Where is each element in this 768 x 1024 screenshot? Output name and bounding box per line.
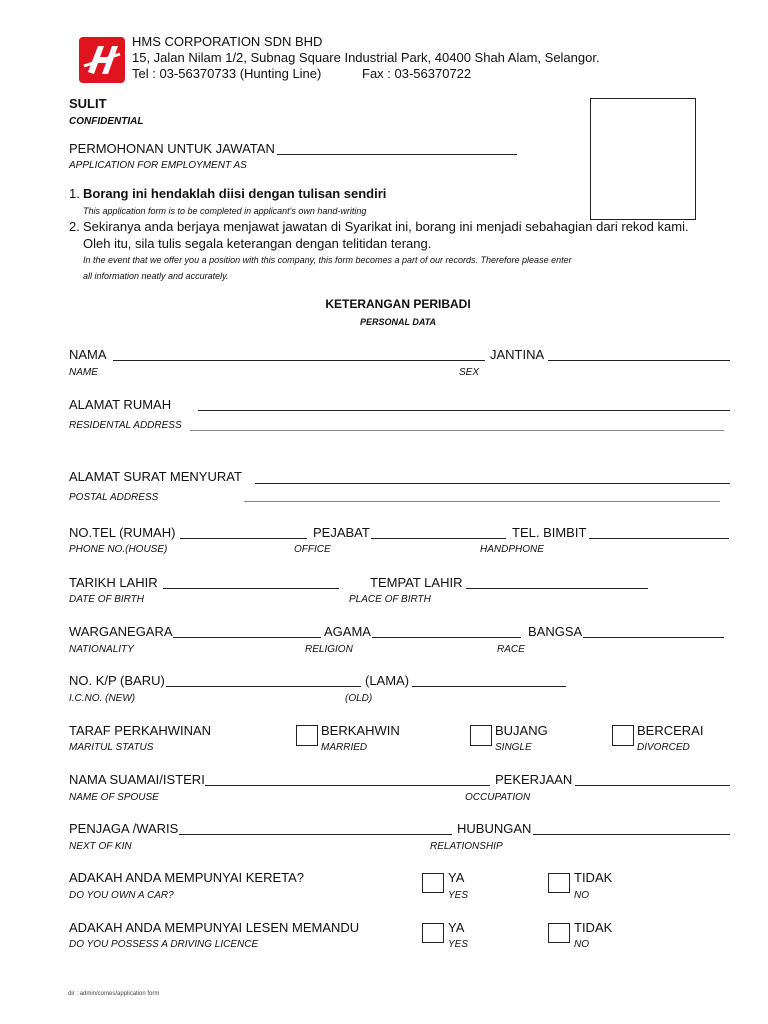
licence-yes-label: YA [448, 920, 465, 935]
ic-old-input-line[interactable] [412, 686, 566, 687]
occupation-input-line[interactable] [575, 785, 730, 786]
footer-path: dir : admin/comes/application form [68, 991, 160, 997]
handphone-input-line[interactable] [589, 538, 729, 539]
relationship-sublabel: RELATIONSHIP [430, 841, 503, 852]
race-label: BANGSA [528, 624, 583, 639]
handphone-label: TEL. BIMBIT [512, 525, 587, 540]
spouse-sublabel: NAME OF SPOUSE [69, 792, 159, 803]
car-no-checkbox[interactable] [548, 873, 570, 893]
hms-logo-icon [78, 36, 126, 84]
marital-sublabel: MARITUL STATUS [69, 742, 154, 753]
car-yes-checkbox[interactable] [422, 873, 444, 893]
occupation-label: PEKERJAAN [495, 772, 573, 787]
car-yes-sublabel: YES [448, 890, 469, 901]
nationality-label: WARGANEGARA [69, 624, 173, 639]
car-yes-label: YA [448, 870, 465, 885]
instruction-1: Borang ini hendaklah diisi dengan tulisan sendiri [83, 186, 387, 201]
marital-label: TARAF PERKAHWINAN [69, 723, 212, 738]
licence-label: ADAKAH ANDA MEMPUNYAI LESEN MEMANDU [69, 920, 360, 935]
single-label: BUJANG [495, 723, 548, 738]
home-address-label: ALAMAT RUMAH [69, 397, 172, 412]
section-title: KETERANGAN PERIBADI [325, 297, 471, 311]
office-sublabel: OFFICE [294, 544, 331, 555]
dob-label: TARIKH LAHIR [69, 575, 158, 590]
instruction-2-sub2: all information neatly and accurately. [83, 271, 229, 281]
licence-sublabel: DO YOU POSSESS A DRIVING LICENCE [69, 939, 259, 950]
postal-address-line-1[interactable] [255, 483, 730, 484]
licence-no-checkbox[interactable] [548, 923, 570, 943]
car-no-label: TIDAK [574, 870, 613, 885]
single-checkbox[interactable] [470, 725, 492, 746]
instruction-2-sub1: In the event that we offer you a position with this company, this form becomes a part of our records. Therefore please enter [83, 255, 572, 265]
postal-address-line-2[interactable] [244, 501, 720, 502]
home-address-line-2[interactable] [190, 430, 724, 431]
married-checkbox[interactable] [296, 725, 318, 746]
nationality-input-line[interactable] [173, 637, 321, 638]
divorced-checkbox[interactable] [612, 725, 634, 746]
race-input-line[interactable] [583, 637, 724, 638]
divorced-sublabel: DIVORCED [637, 742, 690, 753]
sex-sublabel: SEX [459, 367, 480, 378]
next-of-kin-sublabel: NEXT OF KIN [69, 841, 132, 852]
pob-label: TEMPAT LAHIR [370, 575, 463, 590]
licence-no-label: TIDAK [574, 920, 613, 935]
home-address-sublabel: RESIDENTAL ADDRESS [69, 420, 182, 431]
phone-house-label: NO.TEL (RUMAH) [69, 525, 176, 540]
company-name: HMS CORPORATION SDN BHD [132, 34, 323, 49]
sulit-label: SULIT [69, 96, 107, 111]
single-sublabel: SINGLE [495, 742, 532, 753]
instruction-1-number: 1. [69, 186, 80, 201]
office-input-line[interactable] [371, 538, 506, 539]
office-label: PEJABAT [313, 525, 370, 540]
relationship-input-line[interactable] [533, 834, 730, 835]
dob-sublabel: DATE OF BIRTH [69, 594, 145, 605]
name-sublabel: NAME [69, 367, 98, 378]
instruction-2-line2: Oleh itu, sila tulis segala keterangan dengan telitidan terang. [83, 236, 432, 251]
photo-box[interactable] [590, 98, 696, 220]
religion-input-line[interactable] [372, 637, 521, 638]
section-sub: PERSONAL DATA [359, 317, 436, 327]
married-sublabel: MARRIED [321, 742, 368, 753]
pob-input-line[interactable] [466, 588, 648, 589]
divorced-label: BERCERAI [637, 723, 704, 738]
pob-sublabel: PLACE OF BIRTH [349, 594, 431, 605]
instruction-2-line1: Sekiranya anda berjaya menjawat jawatan di Syarikat ini, borang ini menjadi sebahagian dari rekod kami. [83, 219, 689, 234]
instruction-1-sub: This application form is to be completed in applicant's own hand-writing [83, 206, 367, 216]
car-sublabel: DO YOU OWN A CAR? [69, 890, 174, 901]
company-address: 15, Jalan Nilam 1/2, Subnag Square Industrial Park, 40400 Shah Alam, Selangor. [132, 50, 600, 65]
licence-yes-sublabel: YES [448, 939, 469, 950]
ic-old-sublabel: (OLD) [345, 693, 373, 704]
spouse-label: NAMA SUAMAI/ISTERI [69, 772, 205, 787]
name-input-line[interactable] [113, 360, 485, 361]
phone-house-sublabel: PHONE NO.(HOUSE) [69, 544, 168, 555]
ic-new-sublabel: I.C.NO. (NEW) [69, 693, 136, 704]
postal-address-label: ALAMAT SURAT MENYURAT [69, 469, 242, 484]
dob-input-line[interactable] [163, 588, 339, 589]
name-label: NAMA [69, 347, 107, 362]
position-input-line[interactable] [277, 154, 517, 155]
ic-old-label: (LAMA) [365, 673, 410, 688]
car-no-sublabel: NO [574, 890, 589, 901]
company-tel: Tel : 03-56370733 (Hunting Line) [132, 66, 322, 81]
nationality-sublabel: NATIONALITY [69, 644, 134, 655]
spouse-input-line[interactable] [205, 785, 490, 786]
married-label: BERKAHWIN [321, 723, 400, 738]
position-label: PERMOHONAN UNTUK JAWATAN [69, 141, 275, 156]
religion-label: AGAMA [324, 624, 371, 639]
ic-new-label: NO. K/P (BARU) [69, 673, 165, 688]
sex-label: JANTINA [490, 347, 545, 362]
phone-house-input-line[interactable] [180, 538, 307, 539]
race-sublabel: RACE [497, 644, 525, 655]
postal-address-sublabel: POSTAL ADDRESS [69, 492, 159, 503]
ic-new-input-line[interactable] [166, 686, 361, 687]
position-sublabel: APPLICATION FOR EMPLOYMENT AS [69, 160, 247, 171]
relationship-label: HUBUNGAN [457, 821, 532, 836]
car-label: ADAKAH ANDA MEMPUNYAI KERETA? [69, 870, 305, 885]
company-fax: Fax : 03-56370722 [362, 66, 472, 81]
confidential-label: CONFIDENTIAL [69, 116, 144, 127]
licence-no-sublabel: NO [574, 939, 589, 950]
home-address-line-1[interactable] [198, 410, 730, 411]
instruction-2-number: 2. [69, 219, 80, 234]
religion-sublabel: RELIGION [305, 644, 353, 655]
next-of-kin-label: PENJAGA /WARIS [69, 821, 179, 836]
handphone-sublabel: HANDPHONE [480, 544, 544, 555]
next-of-kin-input-line[interactable] [179, 834, 452, 835]
licence-yes-checkbox[interactable] [422, 923, 444, 943]
sex-input-line[interactable] [548, 360, 730, 361]
occupation-sublabel: OCCUPATION [465, 792, 531, 803]
